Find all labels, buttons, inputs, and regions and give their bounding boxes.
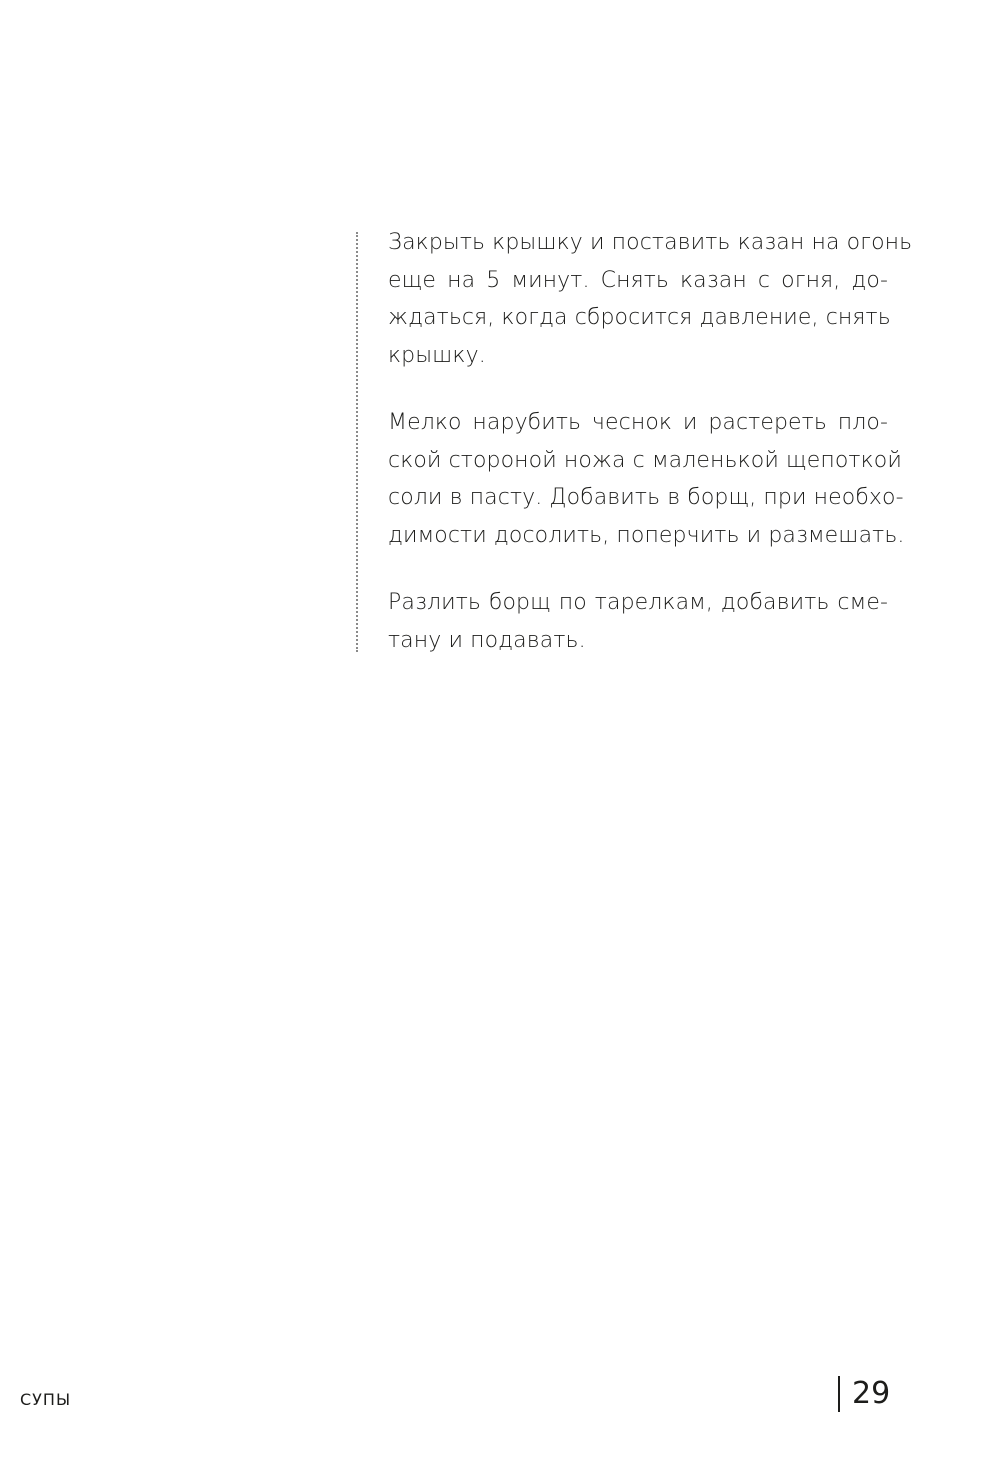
paragraph-line: ской стороной ножа с маленькой щепоткой (388, 447, 902, 473)
section-label: СУПЫ (20, 1390, 72, 1409)
paragraph-line: крышку. (388, 342, 486, 368)
paragraph-line: димости досолить, поперчить и размешать. (388, 522, 905, 548)
paragraph-line: Закрыть крышку и поставить казан на огонь (388, 230, 913, 255)
dotted-margin-rule (356, 232, 358, 652)
page-number-divider (838, 1376, 840, 1412)
paragraph-line: тану и подавать. (388, 627, 586, 653)
paragraph-line: Разлить борщ по тарелкам, добавить сме- (388, 590, 888, 615)
paragraph-1 (388, 224, 913, 374)
page-number-block (838, 1375, 890, 1413)
paragraph-line: ждаться, когда сбросится давление, снять (388, 305, 891, 330)
paragraph-2 (388, 404, 905, 554)
page-number: 29 (852, 1376, 891, 1411)
paragraph-line: соли в пасту. Добавить в борщ, при необхо- (388, 485, 904, 510)
paragraph-line: еще на 5 минут. Снять казан с огня, до- (388, 267, 888, 293)
recipe-text-column (388, 224, 913, 689)
paragraph-3 (388, 584, 888, 659)
paragraph-line: Мелко нарубить чеснок и растереть пло- (388, 410, 888, 435)
